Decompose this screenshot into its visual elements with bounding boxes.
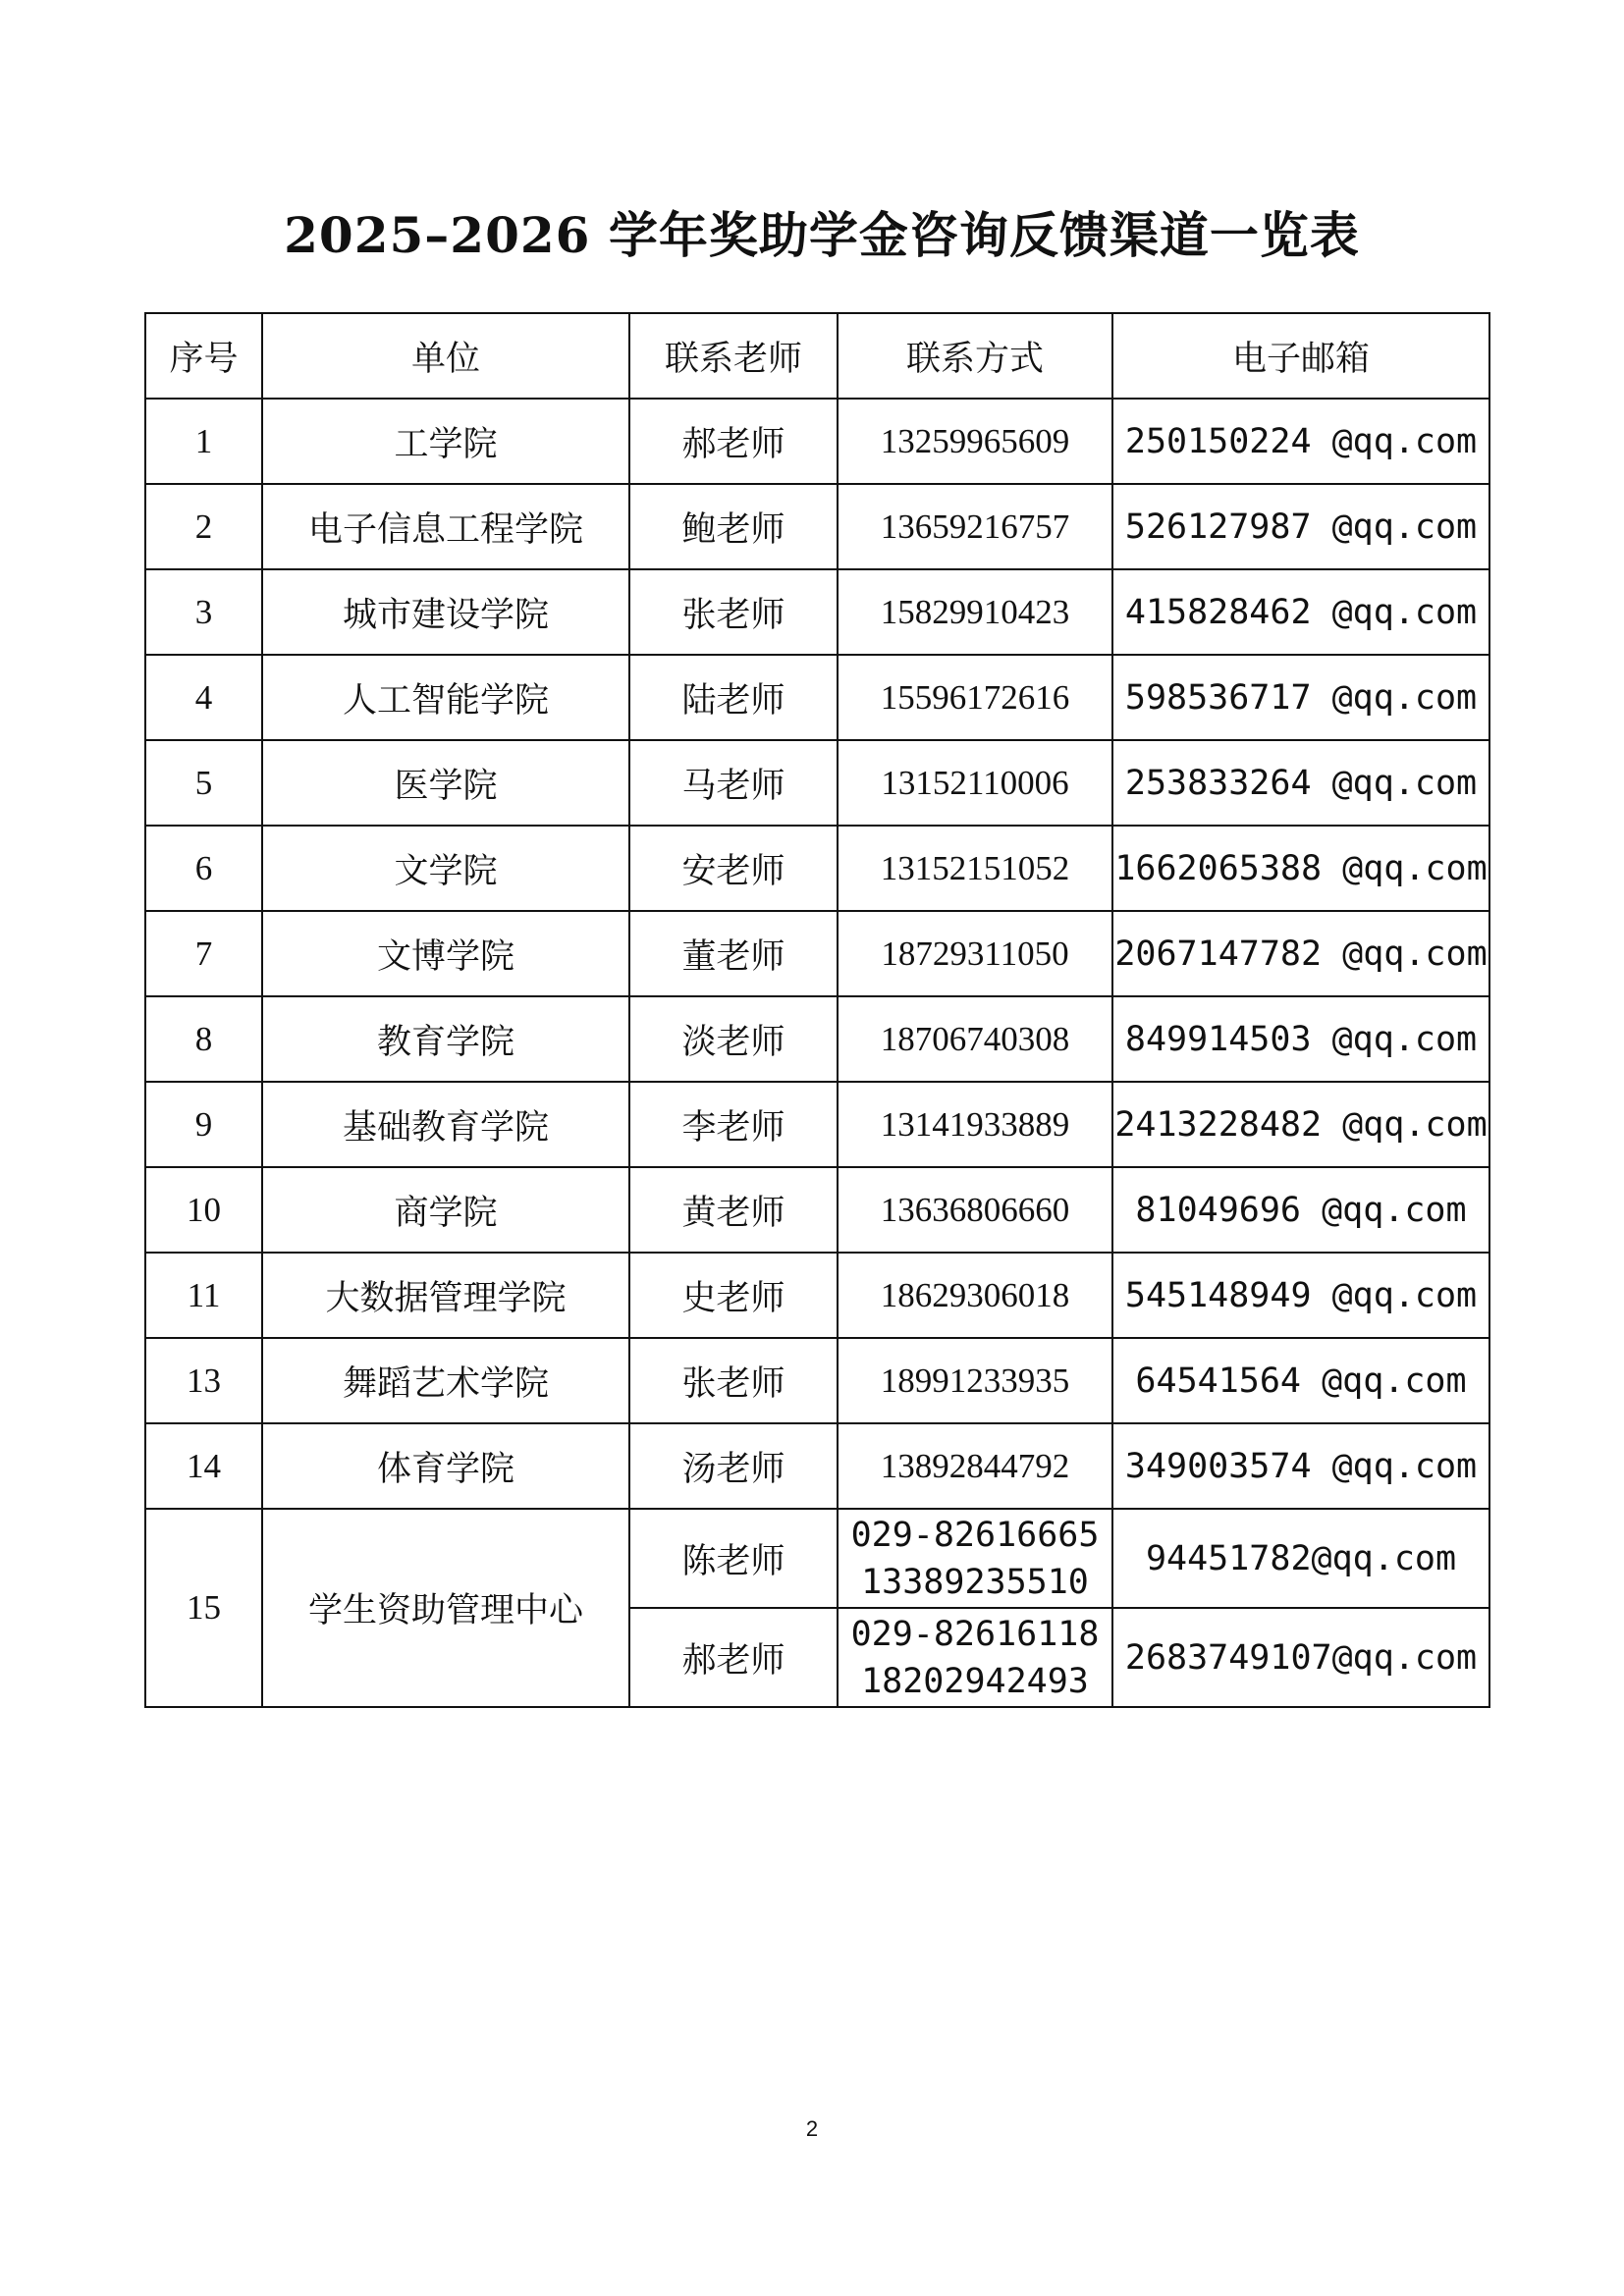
table-header-row (145, 313, 1489, 399)
cell-no: 8 (145, 996, 262, 1082)
header-email: 电子邮箱 (1112, 313, 1489, 399)
cell-no: 11 (145, 1253, 262, 1338)
cell-unit: 人工智能学院 (262, 655, 629, 740)
cell-no: 15 (145, 1509, 262, 1707)
cell-unit: 学生资助管理中心 (262, 1509, 629, 1707)
cell-unit: 城市建设学院 (262, 569, 629, 655)
cell-no: 3 (145, 569, 262, 655)
cell-email: 598536717 @qq.com (1112, 655, 1489, 740)
cell-phone: 13152151052 (838, 826, 1112, 911)
table-row (145, 1253, 1489, 1338)
cell-unit: 基础教育学院 (262, 1082, 629, 1167)
cell-unit: 大数据管理学院 (262, 1253, 629, 1338)
cell-unit: 商学院 (262, 1167, 629, 1253)
cell-teacher: 董老师 (629, 911, 838, 996)
table-row-merged (145, 1509, 1489, 1608)
cell-email: 545148949 @qq.com (1112, 1253, 1489, 1338)
cell-teacher: 史老师 (629, 1253, 838, 1338)
cell-teacher: 陈老师 (629, 1509, 838, 1608)
cell-email: 94451782@qq.com (1112, 1509, 1489, 1608)
cell-phone (838, 1509, 1112, 1608)
table-row (145, 399, 1489, 484)
phone-mobile: 18202942493 (861, 1661, 1089, 1701)
cell-no: 5 (145, 740, 262, 826)
cell-teacher: 郝老师 (629, 399, 838, 484)
cell-phone: 15829910423 (838, 569, 1112, 655)
cell-phone: 13659216757 (838, 484, 1112, 569)
table-row (145, 740, 1489, 826)
cell-no: 4 (145, 655, 262, 740)
cell-unit: 电子信息工程学院 (262, 484, 629, 569)
cell-no: 14 (145, 1423, 262, 1509)
cell-no: 1 (145, 399, 262, 484)
table-row (145, 1338, 1489, 1423)
cell-phone: 13152110006 (838, 740, 1112, 826)
cell-email: 349003574 @qq.com (1112, 1423, 1489, 1509)
header-unit: 单位 (262, 313, 629, 399)
cell-teacher: 张老师 (629, 1338, 838, 1423)
cell-email: 2067147782 @qq.com (1112, 911, 1489, 996)
cell-no: 9 (145, 1082, 262, 1167)
table-row (145, 911, 1489, 996)
cell-email: 415828462 @qq.com (1112, 569, 1489, 655)
cell-phone: 13636806660 (838, 1167, 1112, 1253)
cell-phone (838, 1608, 1112, 1707)
cell-no: 10 (145, 1167, 262, 1253)
cell-phone: 18706740308 (838, 996, 1112, 1082)
cell-email: 2413228482 @qq.com (1112, 1082, 1489, 1167)
cell-phone: 15596172616 (838, 655, 1112, 740)
phone-landline: 029-82616118 (850, 1614, 1100, 1654)
cell-teacher: 汤老师 (629, 1423, 838, 1509)
table-row (145, 1082, 1489, 1167)
cell-email: 64541564 @qq.com (1112, 1338, 1489, 1423)
cell-teacher: 李老师 (629, 1082, 838, 1167)
table-row (145, 996, 1489, 1082)
cell-teacher: 黄老师 (629, 1167, 838, 1253)
cell-phone: 13141933889 (838, 1082, 1112, 1167)
contact-table (144, 312, 1490, 1708)
cell-unit: 体育学院 (262, 1423, 629, 1509)
table-row (145, 569, 1489, 655)
cell-unit: 文博学院 (262, 911, 629, 996)
cell-phone: 18729311050 (838, 911, 1112, 996)
cell-email: 526127987 @qq.com (1112, 484, 1489, 569)
cell-email: 849914503 @qq.com (1112, 996, 1489, 1082)
page-title-text: 2025–2026 学年奖助学金咨询反馈渠道一览表 (284, 206, 1360, 264)
cell-teacher: 陆老师 (629, 655, 838, 740)
table-row (145, 484, 1489, 569)
cell-unit: 舞蹈艺术学院 (262, 1338, 629, 1423)
header-no: 序号 (145, 313, 262, 399)
cell-teacher: 郝老师 (629, 1608, 838, 1707)
header-phone: 联系方式 (838, 313, 1112, 399)
cell-phone: 18991233935 (838, 1338, 1112, 1423)
cell-unit: 医学院 (262, 740, 629, 826)
phone-mobile: 13389235510 (861, 1562, 1089, 1602)
cell-email: 81049696 @qq.com (1112, 1167, 1489, 1253)
cell-phone: 13259965609 (838, 399, 1112, 484)
cell-email: 253833264 @qq.com (1112, 740, 1489, 826)
cell-unit: 教育学院 (262, 996, 629, 1082)
cell-teacher: 淡老师 (629, 996, 838, 1082)
cell-unit: 文学院 (262, 826, 629, 911)
cell-no: 6 (145, 826, 262, 911)
cell-phone: 18629306018 (838, 1253, 1112, 1338)
table-row (145, 826, 1489, 911)
phone-landline: 029-82616665 (850, 1515, 1100, 1555)
cell-phone: 13892844792 (838, 1423, 1112, 1509)
table-row (145, 655, 1489, 740)
page-title (0, 201, 1624, 270)
cell-no: 7 (145, 911, 262, 996)
cell-email: 250150224 @qq.com (1112, 399, 1489, 484)
cell-teacher: 鲍老师 (629, 484, 838, 569)
cell-teacher: 张老师 (629, 569, 838, 655)
cell-teacher: 马老师 (629, 740, 838, 826)
cell-no: 13 (145, 1338, 262, 1423)
cell-teacher: 安老师 (629, 826, 838, 911)
cell-email: 2683749107@qq.com (1112, 1608, 1489, 1707)
cell-unit: 工学院 (262, 399, 629, 484)
page-number: 2 (805, 2116, 819, 2141)
cell-no: 2 (145, 484, 262, 569)
table-row (145, 1167, 1489, 1253)
table-row (145, 1423, 1489, 1509)
header-teacher: 联系老师 (629, 313, 838, 399)
cell-email: 1662065388 @qq.com (1112, 826, 1489, 911)
